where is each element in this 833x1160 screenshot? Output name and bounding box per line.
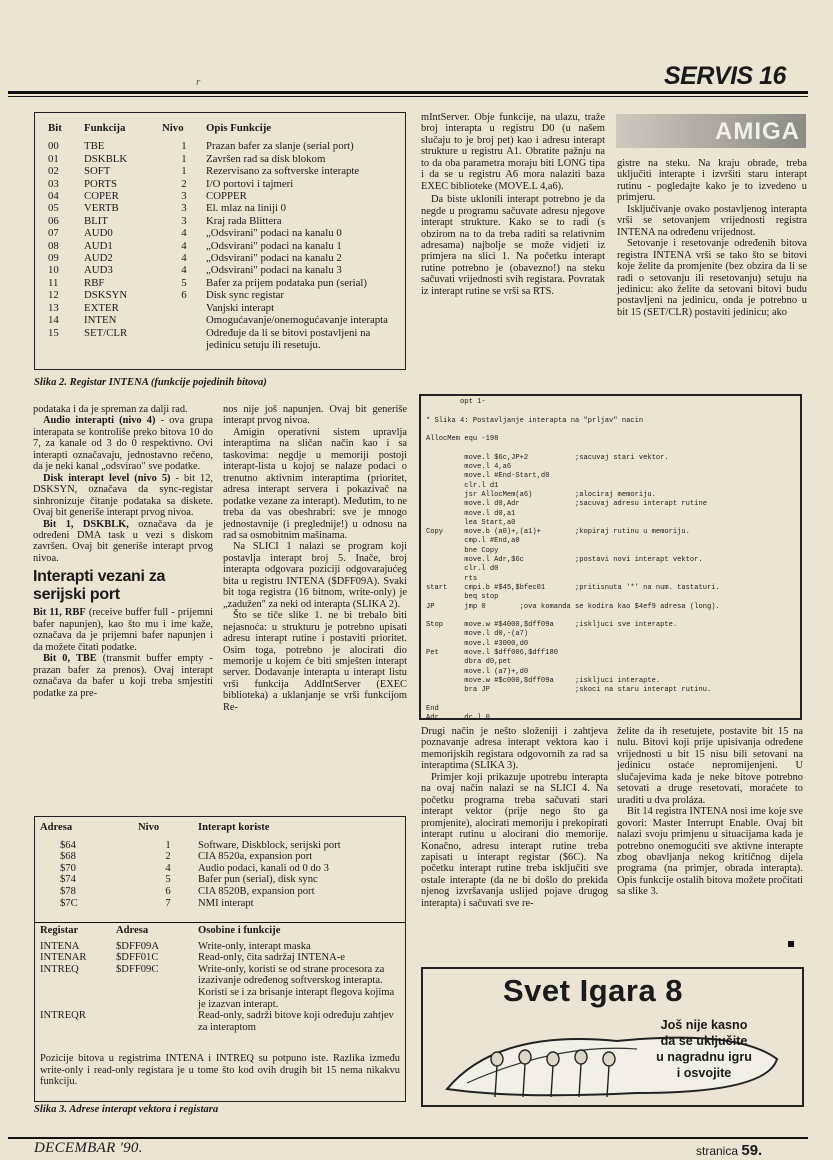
paragraph: želite da ih resetujete, postavite bit 15 na nulu. Bitovi koji prije upisivanja određene vrijednosti u bit 15 nisu bili setovani na jedinicu ostaće nepromijenjeni. U slučajevima kada je neke bitove potrebno setovati a druge resetovati, moraćete to uraditi u dva proláza. xyxy=(617,726,803,806)
table-addr-row-cell: 7 xyxy=(165,897,171,909)
code-line: move.l 4,a6 xyxy=(426,463,512,472)
caption-slika3: Slika 3. Adrese interapt vektora i registara xyxy=(34,1104,219,1115)
table-bits-row-cell: 4 xyxy=(181,252,187,265)
table-bits-row xyxy=(48,165,400,177)
section-heading: Interapti vezani za serijski port xyxy=(33,568,166,604)
table-bits-row-cell: SOFT xyxy=(84,165,111,178)
paragraph: Da biste uklonili interapt potrebno je da negde u programu sačuvate adresu njegove interapt strukture. Kako se to radi (s obzirom na to da treba raditi sa relativnim adresama) najbolje se može vidjeti iz primjera na slici 1. Na početku interapt rutine potrebno je (obavezno!) na steku sačuvati vrijednosti svih registara. Povratak iz interapt rutine se vrši sa RTS. xyxy=(421,194,605,297)
advert-line: i osvojite xyxy=(676,1066,732,1080)
code-line: bra JP ;skoci na staru interapt rutinu. xyxy=(426,686,712,695)
code-line: move.l (a7)+,d0 xyxy=(426,667,529,676)
table-bits-row xyxy=(48,178,400,190)
paragraph: podataka i da je spreman za dalji rad. xyxy=(33,404,188,415)
table-bits xyxy=(48,122,400,351)
table-addr-row-cell: NMI interapt xyxy=(198,897,254,909)
column-mid xyxy=(223,404,407,713)
table-addr-row-cell: $74 xyxy=(60,874,76,886)
table-bits-row-cell: 13 xyxy=(48,301,59,314)
table-bits-header xyxy=(48,122,400,140)
code-line: move.l Adr,$6c ;postavi novi interapt vektor. xyxy=(426,556,703,565)
table-registers-row-cell: INTREQ xyxy=(40,963,79,975)
paragraph: Isključivanje ovako postavljenog interapta vrši se setovanjem vrijednosti registra INTENA na određenu vrijednost. xyxy=(617,203,807,238)
advert-line: da se uključite xyxy=(660,1034,748,1048)
lead: Bit 0, TBE xyxy=(43,653,97,665)
table-registers-row-cell: Read-only, sadrži bitove koji određuju zahtjev za interaptom xyxy=(198,1010,394,1033)
section-title: SERVIS 16 xyxy=(664,62,786,90)
table-bits-row-cell: PORTS xyxy=(84,177,117,190)
table-bits-row-cell: 1 xyxy=(181,140,187,153)
table-bits-row-cell: AUD3 xyxy=(84,264,113,277)
table-bits-row-cell: 3 xyxy=(181,214,187,227)
table-bits-row-cell xyxy=(162,327,206,352)
table-registers-row-cell: $DFF09C xyxy=(116,963,159,975)
table-bits-row-cell: 1 xyxy=(181,165,187,178)
code-line: move.l #3000,d0 xyxy=(426,639,529,648)
table-registers-row-cell: Write-only, koristi se od strane procesora za izazivanje određenog softverskog interapta. Koristi se i za brisanje interapt flegova kojima je izazvan interapt. xyxy=(198,963,395,1010)
table-addr-row-cell: Audio podaci, kanali od 0 do 3 xyxy=(198,862,329,874)
lead: Disk interapt level (nivo 5) xyxy=(43,472,171,484)
table-bits-row-cell: Kraj rada Blittera xyxy=(206,214,282,227)
code-listing xyxy=(426,398,798,723)
table-bits-row xyxy=(48,327,400,352)
table-registers xyxy=(40,925,402,1033)
paragraph: Na SLICI 1 nalazi se program koji postavlja interapt broj 5. Inače, broj interapta odgovara poziciji odgovarajućeg bita u registru INTENA ($DFF09A). Svaki bit toga registra (16 bitnom, write-only) je „zadužen" za neki od interapta (SLIKA 2). xyxy=(223,541,407,610)
table-addr-row-cell: $7C xyxy=(60,897,78,909)
text: - ova grupa interapata se kontroliše preko bitova 10 do 7, za kanale od 3 do 0 respektivno. Ovi interapti označavaju, jednostavno rečeno, da je neki kanal „odsvirao" sve podatke. xyxy=(33,415,213,473)
table-addr-row-cell: $78 xyxy=(60,885,76,897)
table-addr-row xyxy=(40,851,402,863)
table-bits-row-cell: 04 xyxy=(48,190,59,203)
code-line xyxy=(426,696,798,705)
header-rule-thin xyxy=(8,96,808,97)
header-rule xyxy=(8,91,808,94)
advert-title: Svet Igara 8 xyxy=(503,973,684,1008)
table-bits-row-cell: „Odsvirani" podaci na kanalu 0 xyxy=(206,227,342,240)
table-bits-row xyxy=(48,140,400,152)
table-addr-row xyxy=(40,886,402,898)
th-registar: Registar xyxy=(40,925,79,936)
table-bits-row-cell: 06 xyxy=(48,214,59,227)
column-bottom-mid xyxy=(421,726,608,909)
code-line: move.l #End-Start,d0 xyxy=(426,472,550,481)
table-bits-row-cell: EXTER xyxy=(84,301,119,314)
table-bits-row-cell: 2 xyxy=(181,177,187,190)
amiga-badge xyxy=(616,114,806,148)
table-addr-row xyxy=(40,863,402,875)
code-line: Stop move.w #$4000,$dff09a ;iskljuci sve interapte. xyxy=(426,621,678,630)
table-bits-row xyxy=(48,240,400,252)
table-bits-row xyxy=(48,302,400,314)
table-note: Pozicije bitova u registrima INTENA i INTREQ su potpuno iste. Razlika između write-only i read-only registara je u tome što kod ovih drugih bit 15 nema nikakvu funkciju. xyxy=(40,1053,400,1087)
table-addr-row-cell: 2 xyxy=(165,851,171,863)
code-line: Copy move.b (a0)+,(a1)+ ;kopiraj rutinu u memoriju. xyxy=(426,528,690,537)
table-bits-row-cell: 1 xyxy=(181,152,187,165)
code-line xyxy=(426,407,798,416)
paragraph xyxy=(33,607,213,653)
th-opis: Opis Funkcije xyxy=(206,122,272,134)
table-bits-row-cell: 12 xyxy=(48,289,59,302)
lead: Audio interapti (nivo 4) xyxy=(43,415,156,427)
table-addr-row-cell: Bafer pun (serial), disk sync xyxy=(198,874,318,886)
code-line: lea Start,a0 xyxy=(426,518,516,527)
code-line: rts xyxy=(426,574,478,583)
table-addr-row-cell: $70 xyxy=(60,862,76,874)
table-bits-row xyxy=(48,215,400,227)
footer-page-number: 59. xyxy=(741,1142,763,1159)
th-nivo: Nivo xyxy=(162,122,184,134)
amiga-badge-text: AMIGA xyxy=(715,118,800,145)
table-bits-row-cell: VERTB xyxy=(84,202,119,215)
code-line: dbra d0,pet xyxy=(426,658,512,667)
table-bits-row-cell: „Odsvirani" podaci na kanalu 1 xyxy=(206,239,342,252)
code-line xyxy=(426,612,798,621)
paragraph: nos nije još napunjen. Ovaj bit generiše interapt prvog nivoa. xyxy=(223,404,407,427)
th-adresa2: Adresa xyxy=(116,925,149,936)
top-mark: r xyxy=(196,76,201,88)
th-bit: Bit xyxy=(48,122,62,134)
code-line: move.w #$c000,$dff09a ;iskljuci interapte. xyxy=(426,676,661,685)
table-bits-row xyxy=(48,314,400,326)
table-bits-row-cell: 6 xyxy=(181,289,187,302)
column-top-mid xyxy=(421,112,605,297)
table-registers-row-cell: INTENA xyxy=(40,940,80,952)
table-bits-row-cell: 4 xyxy=(181,239,187,252)
table-bits-row-cell: DSKBLK xyxy=(84,152,128,165)
code-line: Adr dc.l 0 xyxy=(426,714,490,723)
table-bits-row-cell: 11 xyxy=(48,276,59,289)
table-bits-row-cell: SET/CLR xyxy=(84,326,128,339)
footer-page-label: stranica xyxy=(696,1144,739,1158)
table-addr-row-cell: 1 xyxy=(165,839,171,851)
code-line: * Slika 4: Postavljanje interapta na "prljav" nacin xyxy=(426,416,644,425)
advert-box xyxy=(421,967,804,1107)
code-line: bne Copy xyxy=(426,546,499,555)
table-addr-row-cell: Software, Diskblock, serijski port xyxy=(198,839,341,851)
table-bits-row xyxy=(48,190,400,202)
paragraph: Primjer koji prikazuje upotrebu interapta na ovaj način nalazi se na SLICI 4. Na početku programa treba sačuvati stari interapt vektor (prije nego što ga promjenite), alocirati memoriju i prekopirati interapt rutinu u alocirani dio memorije. Konačno, adresu interapt rutine treba zapisati u interapt registar ($6C). Na početku interapt rutine treba isključiti sve ostale interapte (da ne bi došlo do prekida njenog izvršavanja uslijed pojave drugog interapta) i sačuvati sve re- xyxy=(421,771,608,909)
th-osobine: Osobine i funkcije xyxy=(198,925,281,936)
table-registers-row-cell: Read-only, čita sadržaj INTENA-e xyxy=(198,952,345,964)
table-bits-row xyxy=(48,153,400,165)
paragraph: Bit 14 registra INTENA nosi ime koje sve govori: Master Interrupt Enable. Ovaj bit nalazi svoju primjenu u situacijama kada je potrebno onemogućiti sve aktivne interapte zbog obavljanja nekog kritičnog dijela programa (na primjer, obrada interapta). Opis funkcije ostalih bitova možete pročitati sa slike 3. xyxy=(617,806,803,898)
lead: Bit 1, DSKBLK, xyxy=(43,518,129,530)
table-bits-row-cell: 15 xyxy=(48,326,59,339)
code-line: Pet move.l $dff006,$dff180 xyxy=(426,649,558,658)
table-bits-row xyxy=(48,227,400,239)
table-bits-row-cell: AUD2 xyxy=(84,252,113,265)
table-bits-row xyxy=(48,264,400,276)
table-registers-row-cell: INTREQR xyxy=(40,1010,86,1022)
th-funkcija: Funkcija xyxy=(84,122,126,134)
table-bits-row xyxy=(48,277,400,289)
caption-slika2: Slika 2. Registar INTENA (funkcije pojedinih bitova) xyxy=(34,377,267,388)
code-line: move.l d0,Adr ;sacuvaj adresu interapt rutine xyxy=(426,500,707,509)
table-addr-row xyxy=(40,874,402,886)
table-bits-row-cell: TBE xyxy=(84,140,105,153)
code-line xyxy=(426,426,798,435)
footer-page xyxy=(696,1142,762,1159)
table-bits-row-cell: 3 xyxy=(181,190,187,203)
table-bits-row-cell: Završen rad sa disk blokom xyxy=(206,152,326,165)
table-bits-row-cell: 03 xyxy=(48,177,59,190)
table-registers-row-cell xyxy=(116,1010,198,1033)
table-bits-row-cell: 5 xyxy=(181,276,187,289)
th-adresa: Adresa xyxy=(40,822,73,833)
code-line: move.l $6c,JP+2 ;sacuvaj stari vektor. xyxy=(426,453,669,462)
code-line: AllocMem equ -198 xyxy=(426,435,499,444)
paragraph xyxy=(33,519,213,565)
code-line: jsr AllocMem(a6) ;alociraj memoriju. xyxy=(426,490,656,499)
table-bits-row-cell: Prazan bafer za slanje (serial port) xyxy=(206,140,354,153)
code-line: move.l d0,-(a7) xyxy=(426,630,529,639)
table-bits-row-cell: 4 xyxy=(181,227,187,240)
table-addr-header xyxy=(40,822,402,840)
th-koriste: Interapt koriste xyxy=(198,822,270,833)
table-registers-row-cell: INTENAR xyxy=(40,952,87,964)
table-bits-row-cell: BLIT xyxy=(84,214,108,227)
table-bits-row-cell: Disk sync registar xyxy=(206,289,284,302)
paragraph xyxy=(33,653,213,699)
table-addr-row xyxy=(40,840,402,852)
table-bits-row-cell xyxy=(162,302,206,314)
code-line: clr.l d1 xyxy=(426,481,499,490)
table-bits-row-cell: COPPER xyxy=(206,190,247,203)
table-registers-row-cell: $DFF09A xyxy=(116,940,159,952)
code-line: beq stop xyxy=(426,593,499,602)
table-bits-row-cell: Vanjski interapt xyxy=(206,301,275,314)
table-bits-row-cell: 05 xyxy=(48,202,59,215)
column-top-right xyxy=(617,158,807,318)
paragraph: Što se tiče slike 1. ne bi trebalo biti nejasnoća: u strukturu je potrebno upisati adresu interapt rutine i postaviti prioritet. Osim toga, potrebno je alocirati dio memorije u kojem će biti smješten interapt server. Dodavanje interapta u interapt listu vrši funkcija AddIntServer (EXEC biblioteka) a uklanjanje se vrši funkcijom Re- xyxy=(223,610,407,713)
lead: Bit 11, RBF xyxy=(33,607,86,619)
footer-issue: DECEMBAR '90. xyxy=(34,1140,143,1156)
table-bits-row-cell: INTEN xyxy=(84,314,117,327)
table-registers-row xyxy=(40,941,402,953)
table-registers-row xyxy=(40,952,402,964)
code-line: start cmpi.b #$45,$bfec01 ;pritisnuta '*' na num. tastaturi. xyxy=(426,583,720,592)
table-addr-row-cell: CIA 8520B, expansion port xyxy=(198,885,315,897)
table-bits-row xyxy=(48,202,400,214)
paragraph: Drugi način je nešto složeniji i zahtjeva poznavanje adresa interapt vektora kao i memorijskih registara odgovornih za rad sa interaptima (SLIKA 3). xyxy=(421,726,608,772)
text: (receive buffer full - prijemni bafer napunjen), kao što mu i ime kaže, označava da je prijemni bafer napunjen i da možete čitati podatke. xyxy=(33,607,213,653)
table-bits-row xyxy=(48,289,400,301)
code-line: move.l d0,a1 xyxy=(426,509,516,518)
table-bits-row-cell: Određuje da li se bitovi postavljeni na jedinicu setuju ili resetuju. xyxy=(206,326,371,351)
table-addr-row xyxy=(40,898,402,910)
table-bits-row-cell: I/O portovi i tajmeri xyxy=(206,177,294,190)
table-registers-row xyxy=(40,964,402,1010)
code-line: End xyxy=(426,704,439,713)
advert-text xyxy=(609,1017,799,1081)
table-registers-row-cell: $DFF01C xyxy=(116,952,159,964)
table-bits-row-cell: 00 xyxy=(48,140,59,153)
table-addr-row-cell: 5 xyxy=(165,874,171,886)
th-nivo: Nivo xyxy=(138,822,160,833)
paragraph: gistre na steku. Na kraju obrade, treba uključiti interapte i izvršiti staru interapt rutinu - pogledajte kako je to izvedeno u primjeru. xyxy=(617,158,807,204)
advert-line: Još nije kasno xyxy=(660,1018,748,1032)
paragraph xyxy=(33,473,213,519)
code-line: cmp.l #End,a0 xyxy=(426,537,520,546)
table-bits-row-cell: 07 xyxy=(48,227,59,240)
table-bits-row-cell: AUD0 xyxy=(84,227,113,240)
paragraph: Setovanje i resetovanje određenih bitova registra INTENA vrši se tako što se bitovi koje želite da promjenite (bez obzira da li se radi o setovanju ili resetovanju) setuju na jedinicu: ako želite da setovani bitovi budu postavljeni na jedinicu, onda je potrebno u bit 15 (SET/CLR) postaviti jedinicu; ako xyxy=(617,238,807,318)
column-bottom-right xyxy=(617,726,803,898)
column-left xyxy=(33,404,213,699)
table-bits-row-cell: 02 xyxy=(48,165,59,178)
table-bits-row-cell: 4 xyxy=(181,264,187,277)
table-bits-row-cell: „Odsvirani" podaci na kanalu 3 xyxy=(206,264,342,277)
paragraph: mIntServer. Obje funkcije, na ulazu, traže broj interapta u registru D0 (u našem slučaju to je broj pet) kao i adresu interapt strukture u registru A1. Obratite pažnju na to da oba parametra moraju biti LONG tipa i da se u registru A6 mora nalaziti baza EXEC biblioteke (MOVE.L 4,a6). xyxy=(421,112,605,192)
table-addr xyxy=(40,822,402,909)
table-bits-row-cell: 3 xyxy=(181,202,187,215)
end-mark xyxy=(788,941,794,947)
table-bits-row xyxy=(48,252,400,264)
code-line: clr.l d0 xyxy=(426,565,499,574)
paragraph: Amigin operativni sistem upravlja interaptima na sličan način kao i sa taskovima: negdje u memoriji postoji interapt-lista u kojoj se nalaze podaci o trenutno aktivnim interaptima (prioritet, adresa interapt servera i pokazivač na podatke vezane za interapt). Međutim, to ne treba da vas obeshrabri: sve je mnogo jednostavnije (i preglednije!) u odnosu na rad sa osmobitnim mašinama. xyxy=(223,426,407,541)
table-addr-row-cell: $64 xyxy=(60,839,76,851)
footer-rule xyxy=(8,1137,808,1139)
table-registers-header xyxy=(40,925,402,941)
table-bits-row-cell: RBF xyxy=(84,276,105,289)
text: označava da je određeni DMA task u vezi s diskom završen. Ovaj bit generiše interapt prvog nivoa. xyxy=(33,518,214,564)
table-addr-divider xyxy=(34,922,406,923)
table-addr-row-cell: 6 xyxy=(165,885,171,897)
table-bits-row-cell: 08 xyxy=(48,239,59,252)
table-bits-row-cell: 09 xyxy=(48,252,59,265)
table-bits-row-cell: 10 xyxy=(48,264,59,277)
code-line xyxy=(426,444,798,453)
table-bits-row-cell: COPER xyxy=(84,190,119,203)
table-bits-row-cell: 01 xyxy=(48,152,59,165)
table-bits-row-cell: Rezervisano za softverske interapte xyxy=(206,165,360,178)
table-bits-row-cell: Omogućavanje/onemogućavanje interapta xyxy=(206,314,388,327)
table-bits-row-cell: „Odsvirani" podaci na kanalu 2 xyxy=(206,252,342,265)
table-bits-row-cell: 14 xyxy=(48,314,59,327)
table-bits-row-cell: El. mlaz na liniji 0 xyxy=(206,202,287,215)
text: - bit 12, DSKSYN, označava da sync-registar sinhronizuje čitanje podataka sa diskete. Ovaj bit generiše interapt prvog nivoa. xyxy=(33,472,213,519)
code-line: JP jmp 0 ;ova komanda se kodira kao $4ef9 adresa (long). xyxy=(426,602,720,611)
table-bits-row-cell: AUD1 xyxy=(84,239,113,252)
table-bits-row-cell xyxy=(162,314,206,326)
table-addr-row-cell: 4 xyxy=(165,862,171,874)
code-line: opt 1- xyxy=(426,398,486,406)
table-registers-row-cell: Write-only, interapt maska xyxy=(198,940,311,952)
table-addr-row-cell: CIA 8520a, expansion port xyxy=(198,851,313,863)
table-bits-row-cell: Bafer za prijem podataka pun (serial) xyxy=(206,276,367,289)
text: (transmit buffer empty - prazan bafer za prenos). Ovaj interapt označava da bafer u koji treba smjestiti podatke za pre- xyxy=(33,653,213,699)
table-addr-row-cell: $68 xyxy=(60,851,76,863)
table-registers-row xyxy=(40,1010,402,1033)
advert-line: u nagradnu igru xyxy=(656,1050,752,1064)
paragraph xyxy=(33,415,213,472)
table-bits-row-cell: DSKSYN xyxy=(84,289,128,302)
